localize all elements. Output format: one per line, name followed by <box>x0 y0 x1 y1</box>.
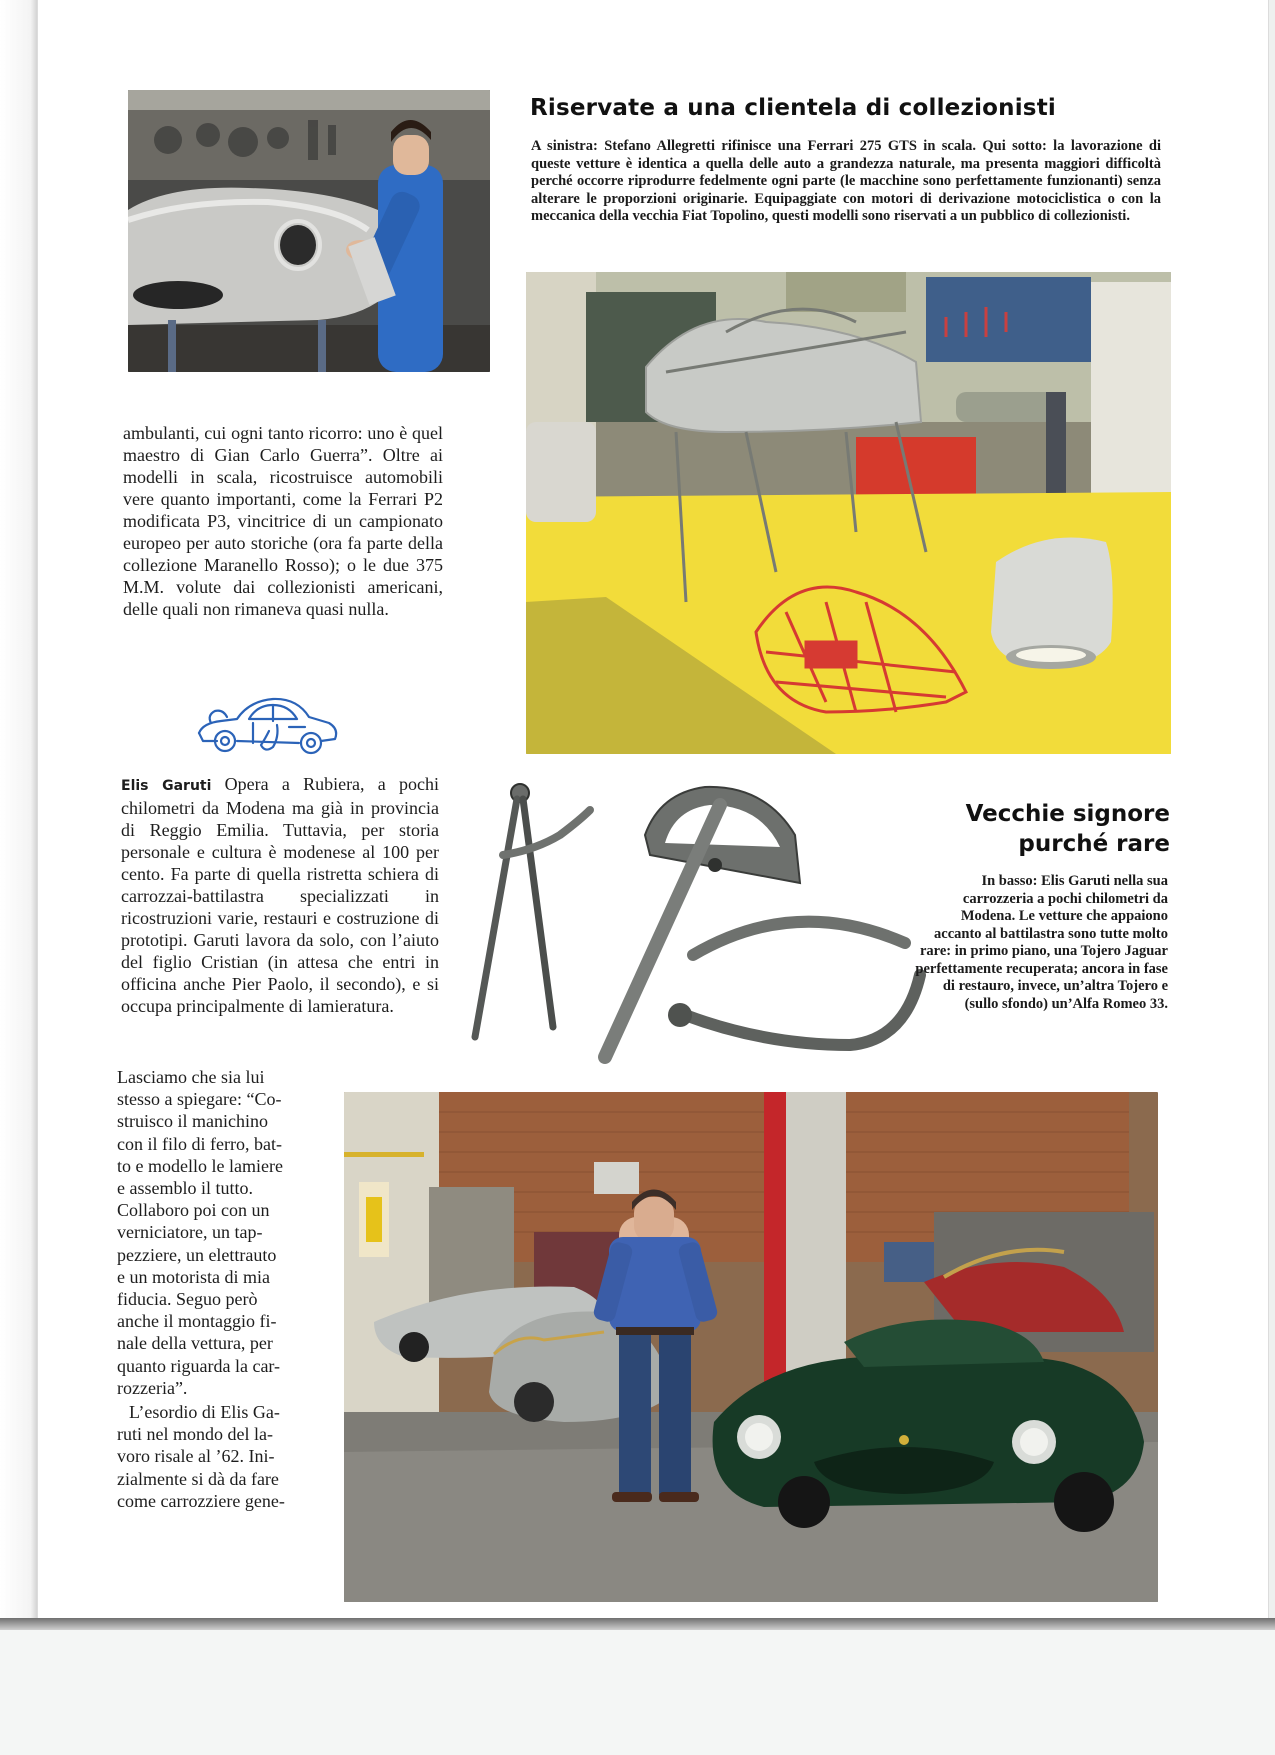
text-line: Collaboro poi con un <box>117 1200 270 1221</box>
heading-line-2: purché rare <box>1018 831 1170 857</box>
text-line: struisco il manichino <box>117 1111 268 1132</box>
text-line: fiducia. Seguo però <box>117 1289 258 1310</box>
caption-top: A sinistra: Stefano Allegretti rifinisce una Ferrari 275 GTS in scala. Qui sotto: la lavorazione di queste vetture è identica a quella delle auto a grandezza naturale, ma presenta maggiori difficoltà perché occorre riprodurre fedelmente ogni parte (le macchine sono perfettamente funzionanti) senza alterare le proporzioni originarie. Equipaggiate con motori di derivazione motociclistica o con la meccanica della vecchia Fiat Topolino, questi modelli sono riservati a un pubblico di collezionisti. <box>531 138 1161 224</box>
body-text-column-3 <box>117 1066 323 1512</box>
body-paragraph-intro: ambulanti, cui ogni tanto ricorro: uno è quel maestro di Gian Carlo Guerra”. Oltre ai modelli in scala, ricostruisce automobili vere quanto importanti, come la Ferrari P2 modificata P3, vincitrice di un campionato europeo per auto storiche (ora fa parte della collezione Maranello Rosso); o le due 375 M.M. volute dai collezionisti americani, delle quali non rimaneva quasi nulla. <box>123 423 443 619</box>
text-line: e un motorista di mia <box>117 1266 270 1287</box>
heading-line-1: Vecchie signore <box>965 801 1170 827</box>
body-text-column-2 <box>121 773 439 1017</box>
text-line: stesso a spiegare: “Co- <box>117 1089 282 1110</box>
text-line: e assemblo il tutto. <box>117 1178 253 1199</box>
text-line: voro risale al ’62. Ini- <box>117 1446 275 1467</box>
text-line: come carrozziere gene- <box>117 1490 285 1511</box>
text-line: rozzeria”. <box>117 1377 188 1398</box>
body-garuti-text: Opera a Rubiera, a pochi chilometri da Modena ma già in provincia di Reggio Emilia. Tuttavia, per storia personale e cultura è modenese al 100 per cento. Fa parte di quella ristretta schiera di carrozzai-battilastra specializzati in ricostruzioni varie, restauri e costruzione di prototipi. Garuti lavora da solo, con l’aiuto del figlio Cristian (in attesa che entri in officina anche Pier Paolo, il secondo), e si occupa principalmente di lamieratura. <box>121 774 439 1016</box>
text-line: zialmente si dà da fare <box>117 1468 279 1489</box>
section-name-elis-garuti: Elis Garuti <box>121 778 212 794</box>
text-line: L’esordio di Elis Ga- <box>129 1402 280 1423</box>
text-line: pezziere, un elettrauto <box>117 1244 277 1265</box>
text-line: verniciatore, un tap- <box>117 1222 263 1243</box>
vintage-car-sketch-icon <box>193 693 341 761</box>
page-bottom-shadow <box>0 1618 1275 1630</box>
text-line: quanto riguarda la car- <box>117 1355 281 1376</box>
photo-workshop-wireframe <box>526 272 1171 754</box>
heading-collectors: Riservate a una clientela di collezionisti <box>530 95 1056 121</box>
text-line: con il filo di ferro, bat- <box>117 1133 282 1154</box>
heading-old-ladies <box>880 799 1170 859</box>
body-paragraph-garuti <box>121 773 439 1017</box>
caliper-compass-tools-image <box>465 775 930 1067</box>
text-line: to e modello le lamiere <box>117 1155 283 1176</box>
body-text-column-1 <box>123 422 443 620</box>
text-line: anche il montaggio fi- <box>117 1311 277 1332</box>
caption-right: In basso: Elis Garuti nella sua carrozzeria a pochi chilometri da Modena. Le vetture che appaiono accanto al battilastra sono tutte molto rare: in primo piano, una Tojero Jaguar perfettamente recuperata; ancora in fase di restauro, invece, un’altra Tojero e (sullo sfondo) un’Alfa Romeo 33. <box>915 873 1168 1012</box>
photo-craftsman-ferrari-model <box>128 90 490 372</box>
text-line: nale della vettura, per <box>117 1333 273 1354</box>
photo-garuti-garage <box>344 1092 1158 1602</box>
text-line: Lasciamo che sia lui <box>117 1067 265 1087</box>
page-binding-edge <box>0 0 38 1618</box>
text-line: ruti nel mondo del la- <box>117 1424 273 1445</box>
scan-background <box>0 1630 1275 1755</box>
